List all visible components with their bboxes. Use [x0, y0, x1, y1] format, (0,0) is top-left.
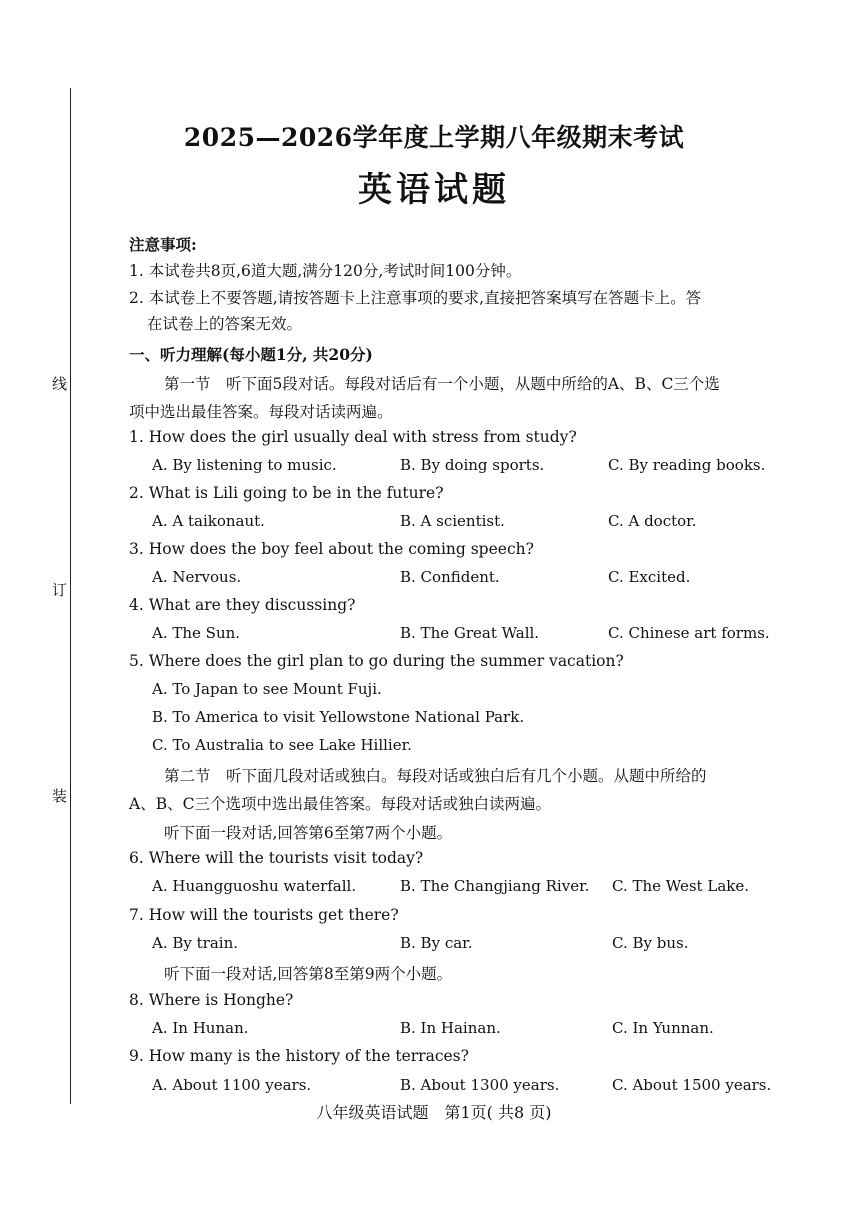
part1-instruction: 第一节 听下面5段对话。每段对话后有一个小题，从题中所给的A、B、C三个选: [164, 375, 720, 393]
notes-item-1: 1. 本试卷共8页,6道大题,满分120分,考试时间100分钟。: [129, 262, 522, 280]
question-2: 2. What is Lili going to be in the future?: [129, 484, 444, 502]
question-1: 1. How does the girl usually deal with stress from study?: [129, 428, 577, 446]
q4-option-b: B. The Great Wall.: [400, 624, 540, 642]
q9-option-c: C. About 1500 years.: [612, 1076, 772, 1094]
binding-mark-zhuang: 装: [52, 787, 68, 805]
binding-line: [70, 88, 71, 1104]
section-heading: 一、听力理解(每小题1分, 共20分): [129, 345, 373, 364]
question-3: 3. How does the boy feel about the coming speech?: [129, 540, 534, 558]
q4-option-c: C. Chinese art forms.: [608, 624, 770, 642]
q9-option-a: A. About 1100 years.: [152, 1076, 312, 1094]
notes-heading: 注意事项:: [129, 235, 197, 254]
question-6: 6. Where will the tourists visit today?: [129, 849, 424, 867]
q7-option-c: C. By bus.: [612, 934, 689, 952]
question-7: 7. How will the tourists get there?: [129, 906, 399, 924]
q2-option-c: C. A doctor.: [608, 512, 697, 530]
question-4: 4. What are they discussing?: [129, 596, 356, 614]
q7-option-a: A. By train.: [152, 934, 239, 952]
q6-option-b: B. The Changjiang River.: [400, 877, 590, 895]
q3-option-a: A. Nervous.: [152, 568, 242, 586]
notes-item-2-cont: 在试卷上的答案无效。: [147, 315, 303, 333]
exam-title: 2025—2026学年度上学期八年级期末考试: [183, 123, 685, 152]
question-5: 5. Where does the girl plan to go during the summer vacation?: [129, 652, 624, 670]
exam-subtitle: 英语试题: [358, 170, 510, 210]
part2-instruction: 第二节 听下面几段对话或独白。每段对话或独白后有几个小题。从题中所给的: [164, 767, 707, 785]
q3-option-b: B. Confident.: [400, 568, 500, 586]
instruction-q8-q9: 听下面一段对话,回答第8至第9两个小题。: [164, 965, 453, 983]
q8-option-b: B. In Hainan.: [400, 1019, 501, 1037]
binding-mark-xian: 线: [52, 375, 68, 393]
part1-instruction-cont: 项中选出最佳答案。每段对话读两遍。: [129, 403, 393, 421]
q6-option-c: C. The West Lake.: [612, 877, 749, 895]
question-9: 9. How many is the history of the terraces?: [129, 1047, 469, 1065]
q1-option-b: B. By doing sports.: [400, 456, 545, 474]
question-8: 8. Where is Honghe?: [129, 991, 294, 1009]
q7-option-b: B. By car.: [400, 934, 473, 952]
notes-item-2: 2. 本试卷上不要答题,请按答题卡上注意事项的要求,直接把答案填写在答题卡上。答: [129, 289, 702, 307]
instruction-q6-q7: 听下面一段对话,回答第6至第7两个小题。: [164, 824, 453, 842]
q2-option-a: A. A taikonaut.: [152, 512, 265, 530]
page-footer: 八年级英语试题 第1页( 共8 页): [316, 1103, 552, 1122]
q2-option-b: B. A scientist.: [400, 512, 505, 530]
q8-option-c: C. In Yunnan.: [612, 1019, 714, 1037]
q1-option-a: A. By listening to music.: [152, 456, 337, 474]
q3-option-c: C. Excited.: [608, 568, 691, 586]
part2-instruction-cont: A、B、C三个选项中选出最佳答案。每段对话或独白读两遍。: [129, 795, 551, 813]
q8-option-a: A. In Hunan.: [152, 1019, 249, 1037]
q5-option-c: C. To Australia to see Lake Hillier.: [152, 736, 412, 754]
q9-option-b: B. About 1300 years.: [400, 1076, 560, 1094]
q4-option-a: A. The Sun.: [152, 624, 241, 642]
binding-mark-ding: 订: [52, 581, 68, 599]
q5-option-a: A. To Japan to see Mount Fuji.: [152, 680, 382, 698]
q5-option-b: B. To America to visit Yellowstone National Park.: [152, 708, 525, 726]
q1-option-c: C. By reading books.: [608, 456, 766, 474]
q6-option-a: A. Huangguoshu waterfall.: [152, 877, 357, 895]
